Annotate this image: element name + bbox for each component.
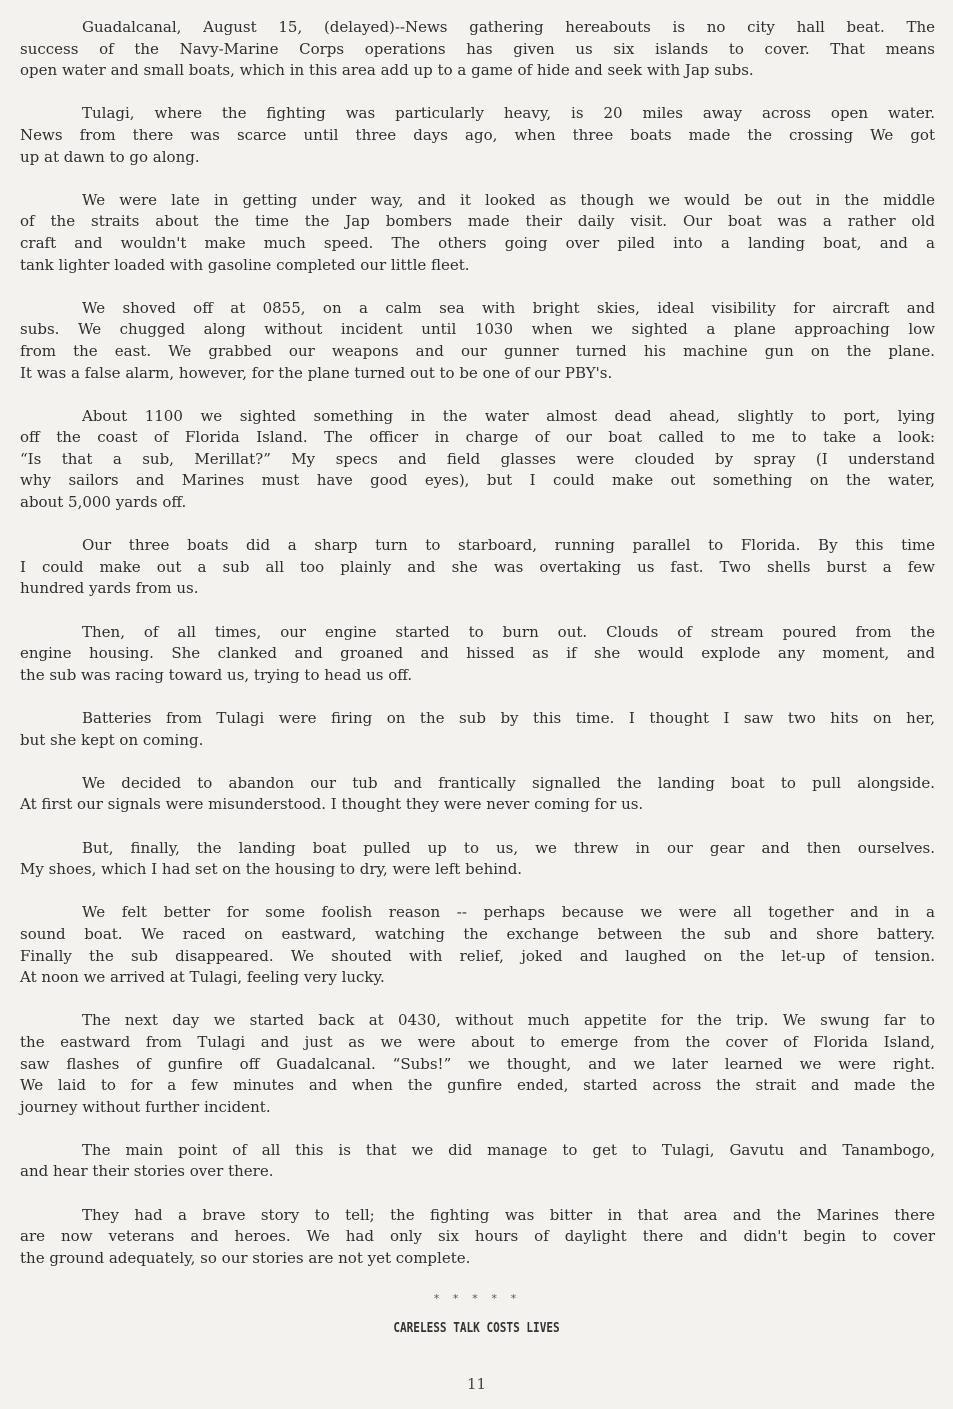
paragraph [20, 298, 935, 384]
paragraph [20, 622, 935, 687]
text-line: The next day we started back at 0430, without much appetite for the trip. We swung far to [82, 1011, 935, 1030]
text-line: from the east. We grabbed our weapons and our gunner turned his machine gun on the plane. [20, 341, 935, 360]
text-line: We were late in getting under way, and it looked as though we would be out in the middle [82, 190, 935, 209]
paragraph [20, 103, 935, 168]
text-line: It was a false alarm, however, for the plane turned out to be one of our PBY's. [20, 363, 613, 382]
text-line: why sailors and Marines must have good eyes), but I could make out something on the water, [20, 471, 935, 490]
paragraph [20, 1140, 935, 1183]
text-line: journey without further incident. [20, 1097, 271, 1116]
text-line: Guadalcanal, August 15, (delayed)--News gathering hereabouts is no city hall beat. The [82, 18, 935, 36]
text-line: We decided to abandon our tub and frantically signalled the landing boat to pull alongside. [82, 773, 935, 792]
text-line: saw flashes of gunfire off Guadalcanal. “Subs!” we thought, and we later learned we were right. [20, 1054, 935, 1073]
text-line: about 5,000 yards off. [20, 493, 187, 512]
text-line: up at dawn to go along. [20, 147, 200, 166]
text-line: Our three boats did a sharp turn to starboard, running parallel to Florida. By this time [82, 536, 935, 555]
text-line: Batteries from Tulagi were firing on the sub by this time. I thought I saw two hits on her, [82, 709, 935, 727]
text-line: but she kept on coming. [20, 730, 204, 749]
paragraph [20, 773, 935, 816]
text-line: off the coast of Florida Island. The officer in charge of our boat called to me to take a look: [20, 428, 935, 447]
text-line: and hear their stories over there. [20, 1162, 274, 1181]
text-line: the eastward from Tulagi and just as we were about to emerge from the cover of Florida Island, [20, 1032, 935, 1051]
paragraph [20, 406, 935, 514]
text-line: We felt better for some foolish reason -- perhaps because we were all together and in a [82, 903, 935, 922]
article-body [20, 17, 935, 1291]
section-separator: * * * * * [433, 1292, 520, 1305]
slogan: CARELESS TALK COSTS LIVES [393, 1321, 560, 1336]
text-line: engine housing. She clanked and groaned and hissed as if she would explode any moment, and [20, 644, 935, 663]
text-line: success of the Navy-Marine Corps operations has given us six islands to cover. That means [20, 39, 935, 58]
paragraph [20, 1205, 935, 1270]
text-line: At noon we arrived at Tulagi, feeling very lucky. [20, 968, 385, 987]
text-line: We laid to for a few minutes and when the gunfire ended, started across the strait and made the [20, 1076, 935, 1095]
text-line: hundred yards from us. [20, 579, 199, 598]
text-line: craft and wouldn't make much speed. The others going over piled into a landing boat, and a [20, 233, 935, 252]
text-line: the sub was racing toward us, trying to head us off. [20, 665, 413, 684]
paragraph [20, 708, 935, 751]
text-line: About 1100 we sighted something in the water almost dead ahead, slightly to port, lying [82, 406, 935, 425]
text-line: News from there was scarce until three days ago, when three boats made the crossing We got [20, 125, 935, 144]
text-line: “Is that a sub, Merillat?” My specs and field glasses were clouded by spray (I understand [20, 449, 935, 468]
text-line: The main point of all this is that we did manage to get to Tulagi, Gavutu and Tanambogo, [82, 1140, 935, 1159]
text-line: Then, of all times, our engine started to burn out. Clouds of stream poured from the [82, 622, 935, 641]
text-line: My shoes, which I had set on the housing to dry, were left behind. [20, 860, 523, 879]
page-number: 11 [466, 1375, 487, 1393]
text-line: are now veterans and heroes. We had only six hours of daylight there and didn't begin to cover [20, 1227, 935, 1246]
paragraph [20, 190, 935, 276]
paragraph [20, 838, 935, 881]
text-line: At first our signals were misunderstood. I thought they were never coming for us. [20, 795, 644, 814]
text-line: We shoved off at 0855, on a calm sea with bright skies, ideal visibility for aircraft and [82, 298, 935, 317]
text-line: open water and small boats, which in this area add up to a game of hide and seek with Jap subs. [20, 61, 754, 80]
paragraph [20, 535, 935, 600]
text-line: of the straits about the time the Jap bombers made their daily visit. Our boat was a rather old [20, 212, 935, 231]
text-line: Tulagi, where the fighting was particularly heavy, is 20 miles away across open water. [82, 104, 935, 123]
text-line: I could make out a sub all too plainly and she was overtaking us fast. Two shells burst a few [20, 557, 935, 576]
paragraph [20, 902, 935, 988]
paragraph [20, 1010, 935, 1118]
paragraph [20, 17, 935, 82]
text-line: But, finally, the landing boat pulled up to us, we threw in our gear and then ourselves. [82, 838, 935, 857]
text-line: subs. We chugged along without incident until 1030 when we sighted a plane approaching low [20, 320, 935, 339]
text-line: sound boat. We raced on eastward, watching the exchange between the sub and shore battery. [20, 924, 935, 943]
text-line: tank lighter loaded with gasoline completed our little fleet. [20, 255, 470, 274]
text-line: Finally the sub disappeared. We shouted with relief, joked and laughed on the let-up of tension. [20, 946, 935, 965]
text-line: They had a brave story to tell; the fighting was bitter in that area and the Marines there [82, 1205, 935, 1224]
text-line: the ground adequately, so our stories are not yet complete. [20, 1248, 471, 1267]
